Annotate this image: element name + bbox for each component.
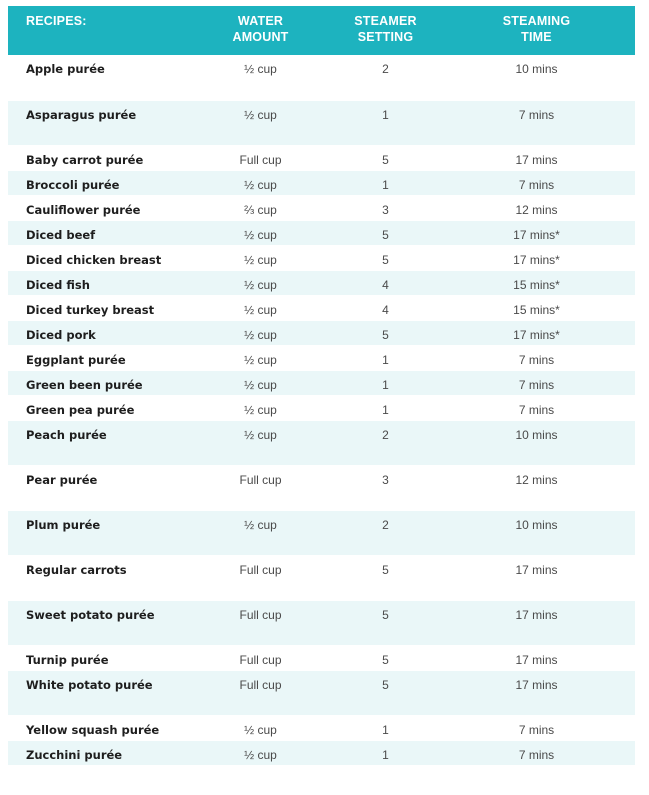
steaming-time-cell: 10 mins: [438, 420, 635, 465]
header-water-amount: WATER AMOUNT: [232, 14, 289, 44]
steamer-setting-cell: 3: [333, 465, 438, 510]
table-header-row: [8, 6, 635, 55]
steamer-setting-cell: 2: [333, 55, 438, 100]
recipe-name-cell: Turnip purée: [8, 645, 188, 670]
steaming-time-cell: 7 mins: [438, 370, 635, 395]
steaming-time-cell: 17 mins: [438, 555, 635, 600]
steamer-setting-cell: 1: [333, 740, 438, 765]
steamer-setting-cell: 1: [333, 370, 438, 395]
recipe-name-cell: Sweet potato purée: [8, 600, 188, 645]
table-row: [8, 195, 635, 220]
steaming-time-cell: 7 mins: [438, 100, 635, 145]
water-amount-cell: Full cup: [188, 645, 333, 670]
recipe-name-cell: Plum purée: [8, 510, 188, 555]
steaming-time-cell: 15 mins*: [438, 295, 635, 320]
steamer-setting-cell: 5: [333, 145, 438, 170]
table-row: [8, 170, 635, 195]
recipe-name-cell: Apple purée: [8, 55, 188, 100]
water-amount-cell: ½ cup: [188, 170, 333, 195]
steamer-setting-cell: 1: [333, 715, 438, 740]
recipe-name-cell: Pear purée: [8, 465, 188, 510]
steaming-time-cell: 12 mins: [438, 465, 635, 510]
table-row: [8, 465, 635, 510]
steamer-setting-cell: 5: [333, 220, 438, 245]
steaming-time-cell: 12 mins: [438, 195, 635, 220]
recipe-name-cell: Broccoli purée: [8, 170, 188, 195]
water-amount-cell: ½ cup: [188, 510, 333, 555]
recipe-name-cell: Diced turkey breast: [8, 295, 188, 320]
steaming-time-cell: 17 mins: [438, 670, 635, 715]
recipe-name-cell: Green pea purée: [8, 395, 188, 420]
water-amount-cell: ½ cup: [188, 715, 333, 740]
steaming-time-cell: 7 mins: [438, 740, 635, 765]
water-amount-cell: ½ cup: [188, 420, 333, 465]
water-amount-cell: ½ cup: [188, 55, 333, 100]
table-row: [8, 420, 635, 465]
water-amount-cell: ½ cup: [188, 295, 333, 320]
steaming-time-cell: 17 mins*: [438, 220, 635, 245]
recipe-name-cell: Diced fish: [8, 270, 188, 295]
water-amount-cell: Full cup: [188, 600, 333, 645]
steamer-setting-cell: 3: [333, 195, 438, 220]
steaming-time-cell: 17 mins: [438, 145, 635, 170]
recipe-name-cell: Zucchini purée: [8, 740, 188, 765]
table-row: [8, 645, 635, 670]
steaming-time-cell: 10 mins: [438, 510, 635, 555]
steamer-setting-cell: 5: [333, 600, 438, 645]
table-row: [8, 715, 635, 740]
steaming-time-cell: 7 mins: [438, 395, 635, 420]
recipe-name-cell: Diced beef: [8, 220, 188, 245]
table-row: [8, 55, 635, 100]
steaming-time-cell: 17 mins*: [438, 320, 635, 345]
water-amount-cell: ½ cup: [188, 740, 333, 765]
table-row: [8, 395, 635, 420]
header-steaming-time: STEAMING TIME: [502, 14, 571, 44]
steaming-time-cell: 15 mins*: [438, 270, 635, 295]
recipe-name-cell: Regular carrots: [8, 555, 188, 600]
steamer-setting-cell: 2: [333, 510, 438, 555]
steaming-time-cell: 17 mins*: [438, 245, 635, 270]
water-amount-cell: ½ cup: [188, 320, 333, 345]
water-amount-cell: ½ cup: [188, 270, 333, 295]
table-row: [8, 320, 635, 345]
recipe-name-cell: Diced chicken breast: [8, 245, 188, 270]
steamer-setting-cell: 5: [333, 320, 438, 345]
steamer-setting-cell: 4: [333, 295, 438, 320]
header-steamer-setting: STEAMER SETTING: [354, 14, 417, 44]
table-row: [8, 345, 635, 370]
table-row: [8, 670, 635, 715]
water-amount-cell: ½ cup: [188, 245, 333, 270]
water-amount-cell: ⅔ cup: [188, 195, 333, 220]
steaming-time-cell: 7 mins: [438, 715, 635, 740]
recipe-name-cell: Baby carrot purée: [8, 145, 188, 170]
steamer-setting-cell: 5: [333, 555, 438, 600]
table-row: [8, 295, 635, 320]
table-row: [8, 220, 635, 245]
water-amount-cell: ½ cup: [188, 395, 333, 420]
water-amount-cell: ½ cup: [188, 345, 333, 370]
steaming-time-cell: 17 mins: [438, 600, 635, 645]
steaming-time-cell: 10 mins: [438, 55, 635, 100]
steamer-setting-cell: 5: [333, 670, 438, 715]
header-recipes: RECIPES:: [26, 14, 87, 28]
steaming-time-cell: 17 mins: [438, 645, 635, 670]
recipe-name-cell: Eggplant purée: [8, 345, 188, 370]
recipe-name-cell: White potato purée: [8, 670, 188, 715]
steamer-setting-cell: 4: [333, 270, 438, 295]
table-row: [8, 600, 635, 645]
water-amount-cell: Full cup: [188, 670, 333, 715]
recipe-name-cell: Diced pork: [8, 320, 188, 345]
steamer-setting-cell: 5: [333, 645, 438, 670]
recipe-name-cell: Peach purée: [8, 420, 188, 465]
steamer-setting-cell: 5: [333, 245, 438, 270]
table-row: [8, 510, 635, 555]
steamer-setting-cell: 2: [333, 420, 438, 465]
water-amount-cell: Full cup: [188, 145, 333, 170]
steamer-setting-cell: 1: [333, 100, 438, 145]
water-amount-cell: ½ cup: [188, 100, 333, 145]
water-amount-cell: ½ cup: [188, 370, 333, 395]
water-amount-cell: Full cup: [188, 465, 333, 510]
recipe-name-cell: Green been purée: [8, 370, 188, 395]
steamer-setting-cell: 1: [333, 395, 438, 420]
recipe-name-cell: Yellow squash purée: [8, 715, 188, 740]
steaming-time-cell: 7 mins: [438, 345, 635, 370]
table-row: [8, 270, 635, 295]
table-row: [8, 555, 635, 600]
recipe-name-cell: Asparagus purée: [8, 100, 188, 145]
steamer-setting-cell: 1: [333, 170, 438, 195]
table-row: [8, 740, 635, 765]
steamer-setting-cell: 1: [333, 345, 438, 370]
recipe-name-cell: Cauliflower purée: [8, 195, 188, 220]
table-body: [8, 55, 635, 765]
steaming-time-cell: 7 mins: [438, 170, 635, 195]
table-row: [8, 370, 635, 395]
table-row: [8, 100, 635, 145]
table-row: [8, 245, 635, 270]
recipe-steaming-table: [8, 6, 635, 766]
water-amount-cell: Full cup: [188, 555, 333, 600]
water-amount-cell: ½ cup: [188, 220, 333, 245]
table-row: [8, 145, 635, 170]
